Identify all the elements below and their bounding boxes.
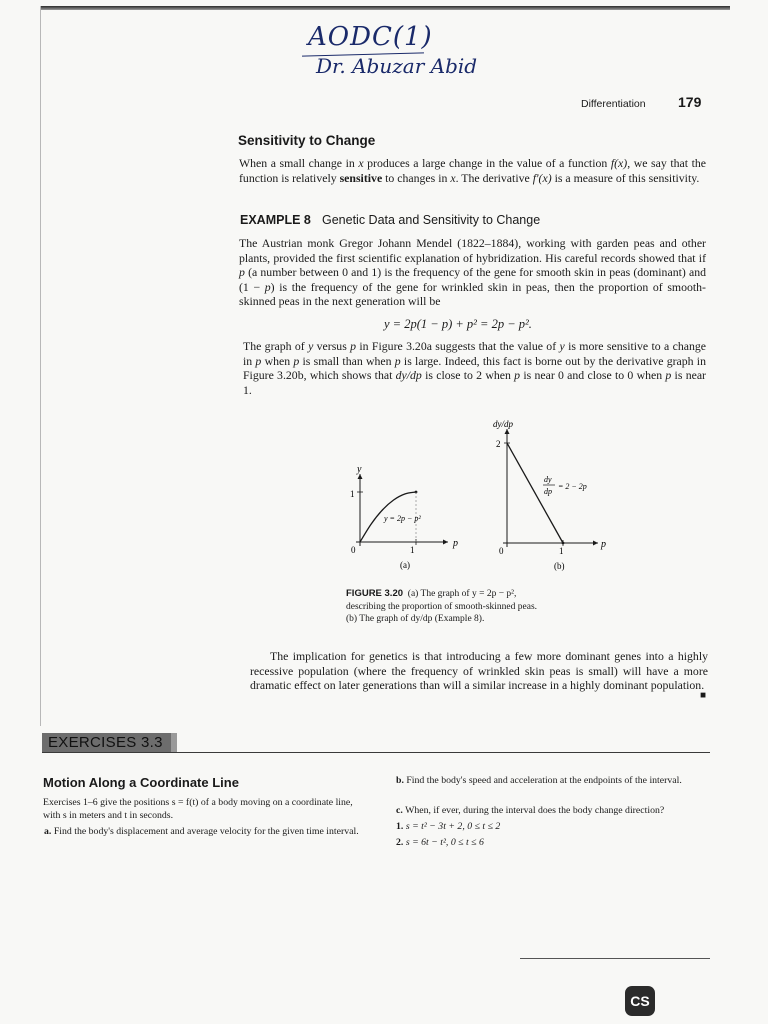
fig-a-x-arrow bbox=[443, 540, 448, 545]
exercise-part-a: a. Find the body's displacement and average velocity for the given time interval. bbox=[44, 826, 359, 837]
figure-3-20a bbox=[340, 460, 470, 575]
fig-b-x-arrow bbox=[593, 541, 598, 546]
fig-b-x-label: p bbox=[601, 539, 606, 550]
fig-a-panel-label: (a) bbox=[400, 560, 410, 570]
fig-b-deriv-num: dy bbox=[544, 475, 552, 484]
exercise-1: 1. s = t² − 3t + 2, 0 ≤ t ≤ 2 bbox=[396, 821, 501, 832]
page-number: 179 bbox=[678, 94, 702, 110]
exercise-part-c: c. When, if ever, during the interval does the body change direction? bbox=[396, 805, 665, 816]
scan-edge-left bbox=[40, 6, 41, 726]
end-of-example-mark: ■ bbox=[700, 690, 707, 701]
exercises-intro: Exercises 1–6 give the positions s = f(t) of a body moving on a coordinate line, with s in meters and t in seconds. bbox=[43, 797, 353, 821]
fig-b-tick-y2: 2 bbox=[496, 439, 501, 449]
exercises-subheading: Motion Along a Coordinate Line bbox=[43, 775, 239, 790]
scan-edge-top bbox=[40, 6, 730, 10]
fig-b-y-label: dy/dp bbox=[493, 419, 513, 429]
fig-b-deriv-rhs: = 2 − 2p bbox=[558, 482, 587, 491]
fig-b-series-line-0 bbox=[507, 443, 563, 543]
figure-caption: FIGURE 3.20 (a) The graph of y = 2p − p², describing the proportion of smooth-skinned peas. (b) The graph of dy/dp (Example 8). bbox=[346, 588, 538, 624]
scan-edge-bottom bbox=[520, 958, 710, 959]
example-paragraph-2: The graph of y versus p in Figure 3.20a suggests that the value of y is more sensitive to a change in p when p is small than when p is large. Indeed, this fact is borne out by the derivative graph in Figure 3.20b, which shows that dy/dp is close to 2 when p is near 0 and close to 0 when p is near 1. bbox=[243, 339, 707, 397]
fig-a-y-label: y bbox=[357, 464, 362, 475]
scanner-logo-badge: CS bbox=[625, 986, 655, 1016]
fig-a-curve-label: y = 2p − p² bbox=[384, 514, 421, 523]
handwritten-code: AODC(1) bbox=[308, 22, 433, 52]
fig-b-tick-x1: 1 bbox=[559, 546, 564, 556]
figure-3-20b bbox=[490, 415, 620, 575]
sensitivity-paragraph: When a small change in x produces a large change in the value of a function f(x), we say that the function is relatively sensitive to changes in x. The derivative f′(x) is a measure of this sensitivity. bbox=[239, 156, 706, 185]
fig-b-deriv-den: dp bbox=[544, 487, 552, 496]
example-paragraph-3: The implication for genetics is that introducing a few more dominant genes into a highly recessive population (where the frequency of wrinkled skin peas is small) will have a more dramatic effect on later generations than will a similar increase in a highly dominant population. bbox=[250, 649, 708, 693]
fig-b-panel-label: (b) bbox=[554, 561, 565, 571]
running-header-section: Differentiation bbox=[581, 98, 646, 110]
example-paragraph-1: The Austrian monk Gregor Johann Mendel (1822–1884), working with garden peas and other plants, provided the first scientific explanation of hybridization. His careful records showed that if p (a number between 0 and 1) is the frequency of the gene for smooth skin in peas (dominant) and (1 − p) is the frequency of the gene for wrinkled skin in peas, then the proportion of smooth-skinned peas in the next generation will be bbox=[239, 236, 706, 309]
exercises-banner: EXERCISES 3.3 bbox=[42, 733, 177, 752]
example-equation: y = 2p(1 − p) + p² = 2p − p². bbox=[384, 317, 532, 331]
fig-b-endpoint-0 bbox=[562, 542, 565, 545]
fig-b-y-arrow bbox=[505, 429, 510, 434]
fig-b-tick-x0: 0 bbox=[499, 546, 504, 556]
fig-a-tick-x0: 0 bbox=[351, 545, 356, 555]
example-heading: EXAMPLE 8 Genetic Data and Sensitivity to Change bbox=[240, 213, 541, 227]
exercise-part-b: b. Find the body's speed and acceleration at the endpoints of the interval. bbox=[396, 775, 682, 786]
section-heading: Sensitivity to Change bbox=[238, 133, 376, 148]
fig-a-tick-y1: 1 bbox=[350, 489, 355, 499]
exercises-rule bbox=[42, 752, 710, 753]
fig-a-tick-x1: 1 bbox=[410, 545, 415, 555]
fig-a-x-label: p bbox=[453, 538, 458, 549]
exercise-2: 2. s = 6t − t², 0 ≤ t ≤ 6 bbox=[396, 837, 484, 848]
handwritten-author: Dr. Abuzar Abid bbox=[316, 54, 478, 78]
